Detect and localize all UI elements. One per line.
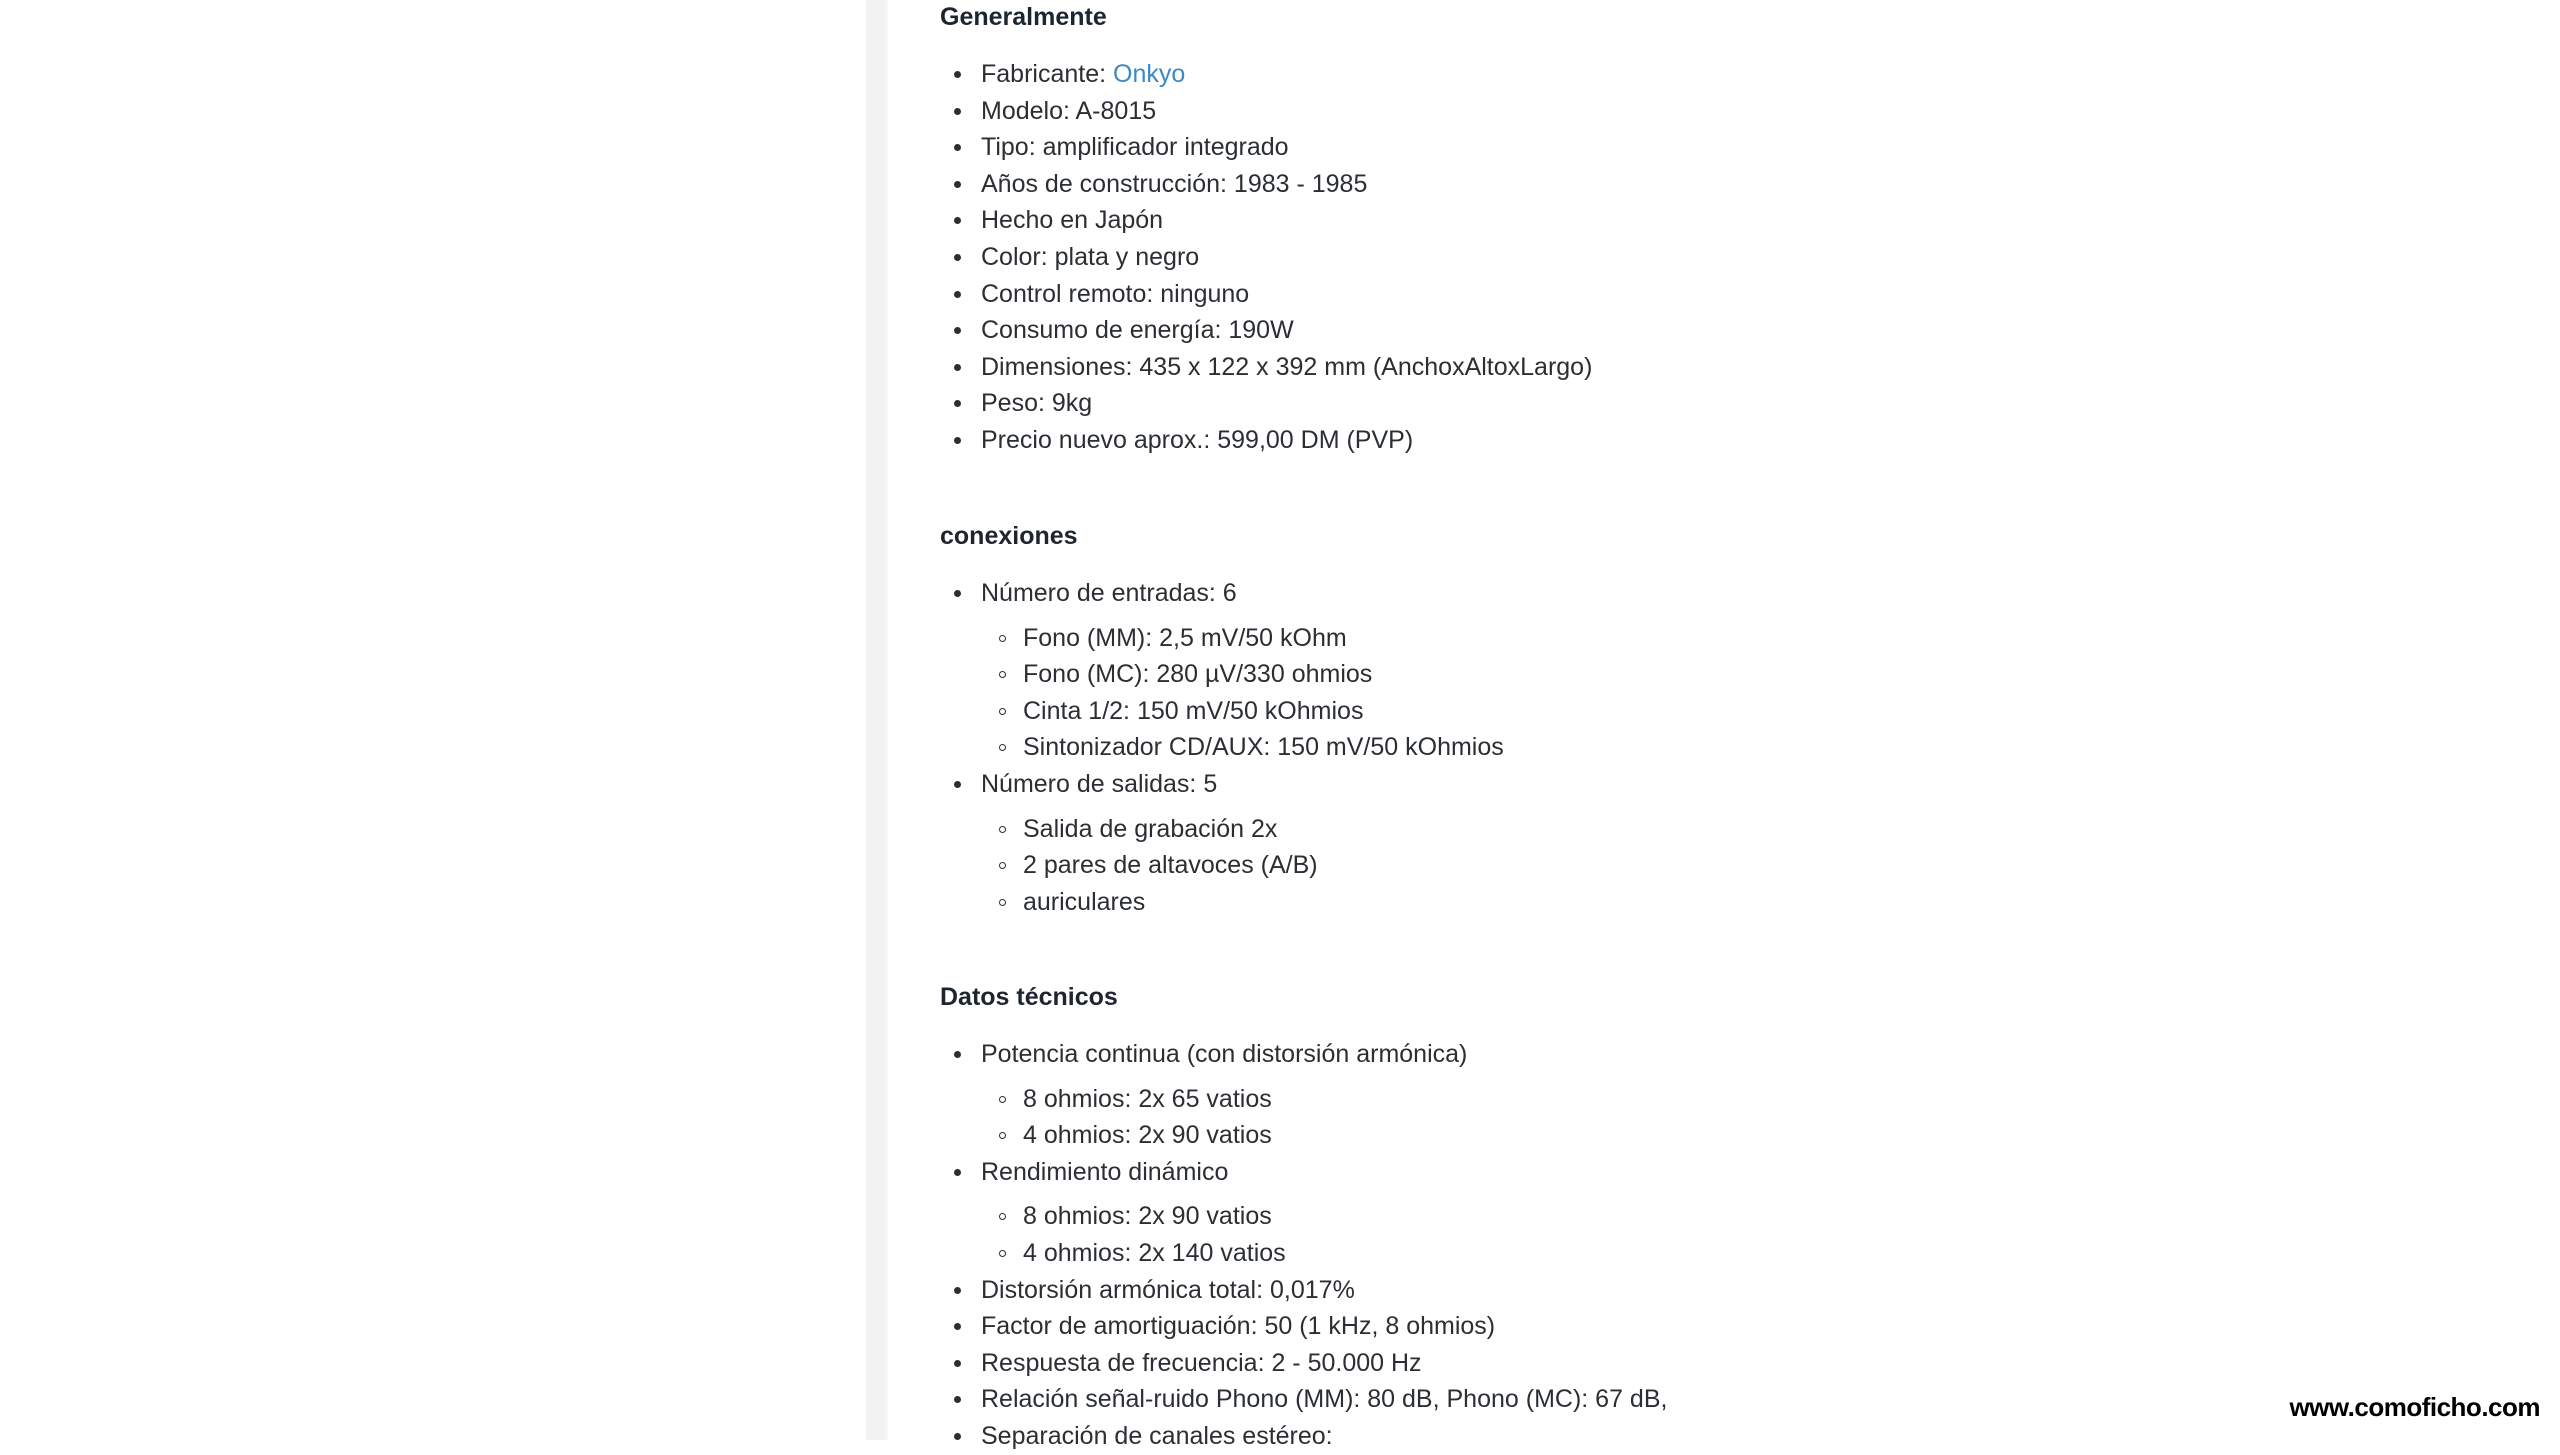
outputs-sublist [981,811,1504,921]
item-label: Dimensiones: 435 x 122 x 392 mm (AnchoxAltoxLargo) [981,349,1592,386]
item-label: Número de entradas: 6 [981,575,1504,612]
list-item [940,312,1592,349]
list-item [940,166,1592,203]
section-heading-technical: Datos técnicos [940,983,1118,1011]
watermark: www.comoficho.com [2289,1392,2540,1422]
list-item [940,422,1592,459]
list-item [940,1381,1667,1418]
list-item [940,766,1504,920]
item-label: Respuesta de frecuencia: 2 - 50.000 Hz [981,1345,1667,1382]
item-label: Rendimiento dinámico [981,1154,1667,1191]
item-label: Potencia continua (con distorsión armónica) [981,1036,1667,1073]
list-item [940,1154,1667,1272]
sublist-item: 8 ohmios: 2x 65 vatios [981,1081,1667,1118]
list-item [940,385,1592,422]
section-heading-connections: conexiones [940,522,1078,550]
inputs-sublist [981,620,1504,766]
list-item [940,1418,1667,1455]
item-label: Distorsión armónica total: 0,017% [981,1272,1667,1309]
sublist-item: 4 ohmios: 2x 140 vatios [981,1235,1667,1272]
list-item [940,1272,1667,1309]
item-label: Modelo: A-8015 [981,93,1592,130]
sublist-item: Cinta 1/2: 150 mV/50 kOhmios [981,693,1504,730]
list-item [940,575,1504,766]
list-item [940,239,1592,276]
item-label: Factor de amortiguación: 50 (1 kHz, 8 ohmios) [981,1308,1667,1345]
sublist-item: 4 ohmios: 2x 90 vatios [981,1117,1667,1154]
general-list [940,56,1592,459]
list-item [940,1345,1667,1382]
list-item [940,129,1592,166]
sublist-item: auriculares [981,884,1504,921]
section-heading-general: Generalmente [940,3,1107,31]
list-item [940,202,1592,239]
item-label: Color: plata y negro [981,239,1592,276]
item-label: Tipo: amplificador integrado [981,129,1592,166]
sublist-item: Fono (MM): 2,5 mV/50 kOhm [981,620,1504,657]
item-label: Relación señal-ruido Phono (MM): 80 dB, Phono (MC): 67 dB, [981,1381,1667,1418]
item-label: Hecho en Japón [981,202,1592,239]
item-label: Control remoto: ninguno [981,276,1592,313]
item-label: Número de salidas: 5 [981,766,1504,803]
sublist-item: Fono (MC): 280 µV/330 ohmios [981,656,1504,693]
sublist-item: 2 pares de altavoces (A/B) [981,847,1504,884]
item-label: Peso: 9kg [981,385,1592,422]
sublist-item: Sintonizador CD/AUX: 150 mV/50 kOhmios [981,729,1504,766]
technical-list [940,1036,1667,1455]
dynamic-power-sublist [981,1198,1667,1271]
list-item [940,349,1592,386]
item-label: Fabricante: [981,60,1114,88]
list-item [940,56,1592,93]
continuous-power-sublist [981,1081,1667,1154]
manufacturer-link[interactable]: Onkyo [1113,60,1186,88]
connections-list [940,575,1504,920]
left-gutter [866,0,886,1440]
item-label: Precio nuevo aprox.: 599,00 DM (PVP) [981,422,1592,459]
list-item [940,1308,1667,1345]
list-item [940,276,1592,313]
list-item [940,93,1592,130]
gutter-divider [886,0,888,1440]
sublist-item: Salida de grabación 2x [981,811,1504,848]
list-item [940,1036,1667,1154]
item-label: Consumo de energía: 190W [981,312,1592,349]
item-label: Separación de canales estéreo: [981,1418,1667,1455]
item-label: Años de construcción: 1983 - 1985 [981,166,1592,203]
sublist-item: 8 ohmios: 2x 90 vatios [981,1198,1667,1235]
